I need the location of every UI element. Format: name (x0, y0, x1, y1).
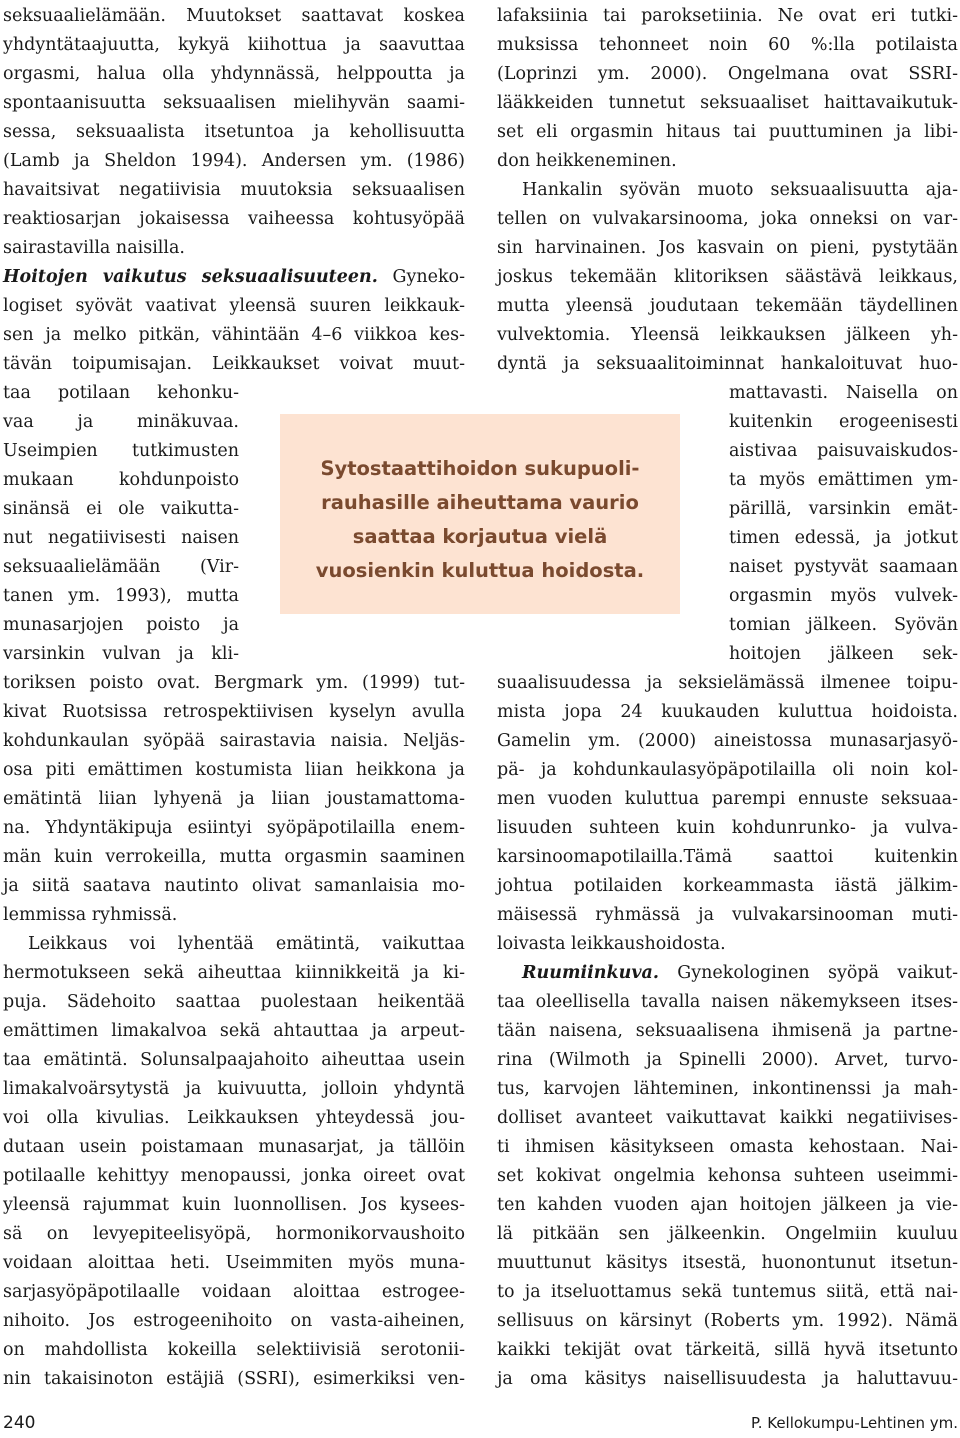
text-line (3, 1249, 465, 1278)
line-text: sellisuus on kärsinyt (Roberts ym. 1992). Nämä (497, 1310, 958, 1331)
text-line (28, 930, 465, 959)
line-text: sin harvinainen. Jos kasvain on pieni, pystytään (497, 237, 958, 258)
text-line (3, 205, 465, 234)
line-text: kaikki tekijät ovat tärkeitä, sillä hyvä itsetunto (497, 1339, 958, 1360)
line-text: to ja itseluottamus sekä tuntemus siitä, että nai- (497, 1281, 958, 1302)
text-line (497, 118, 958, 147)
line-text: ja oma käsitys naisellisuudesta ja haluttavuu- (497, 1368, 958, 1389)
text-line (3, 1365, 465, 1394)
text-line (497, 1191, 958, 1220)
line-text: muuttunut käsitys itsestä, huonontunut itsetun- (497, 1252, 958, 1273)
line-text: sarjasyöpäpotilaalle voidaan aloittaa estrogee- (3, 1281, 465, 1302)
text-line (497, 843, 958, 872)
line-text: Leikkaus voi lyhentää emätintä, vaikuttaa (28, 933, 465, 954)
line-text: lääkkeiden tunnetut seksuaaliset haittavaikutuk- (497, 92, 958, 113)
text-line (3, 727, 465, 756)
line-text: yleensä rajummat kuin luonnollisen. Jos kysees- (3, 1194, 465, 1215)
line-text: mukaan kohdunpoisto (3, 469, 239, 490)
text-line (3, 89, 465, 118)
text-line (3, 234, 465, 263)
line-text: mista jopa 24 kuukauden kuluttua hoidoista. (497, 701, 958, 722)
text-line (729, 553, 958, 582)
line-text: tus, karvojen lähteminen, inkontinenssi ja mah- (497, 1078, 958, 1099)
text-line (3, 495, 239, 524)
text-line (3, 553, 239, 582)
text-line (3, 901, 465, 930)
line-text: mutta yleensä joudutaan tekemään täydellinen (497, 295, 958, 316)
line-text: voi olla kivulias. Leikkauksen yhteydessä jou- (3, 1107, 465, 1128)
text-line (729, 640, 958, 669)
text-line (497, 1278, 958, 1307)
text-line (497, 321, 958, 350)
text-line (497, 1075, 958, 1104)
line-text: don heikkeneminen. (497, 150, 677, 171)
line-text: Useimpien tutkimusten (3, 440, 239, 461)
text-line (497, 1133, 958, 1162)
line-text: tellen on vulvakarsinooma, joka onneksi on var- (497, 208, 958, 229)
text-line (3, 437, 239, 466)
text-line (3, 988, 465, 1017)
line-text: sessa, seksuaalista itsetuntoa ja kehollisuutta (3, 121, 465, 142)
text-line (3, 321, 465, 350)
line-text: johtua potilaiden korkeammasta iästä jälkim- (497, 875, 958, 896)
text-line (3, 698, 465, 727)
line-text: nihoito. Jos estrogeenihoito on vasta-aiheinen, (3, 1310, 465, 1331)
text-line (3, 2, 465, 31)
text-line (497, 669, 958, 698)
line-text: set eli orgasmin hitaus tai puuttuminen ja libi- (497, 121, 958, 142)
text-line (3, 408, 239, 437)
line-text: munasarjojen poisto ja (3, 614, 239, 635)
line-text: seksuaalielämään (Vir- (3, 556, 239, 577)
text-line (497, 698, 958, 727)
text-line (497, 31, 958, 60)
line-text: taa oleellisella tavalla naisen näkemykseen itses- (497, 991, 958, 1012)
line-text: sä on levyepiteelisyöpä, hormonikorvaushoito (3, 1223, 465, 1244)
text-line (497, 1017, 958, 1046)
line-text: lemmissa ryhmissä. (3, 904, 178, 925)
line-text: suaalisuudessa ja seksielämässä ilmenee toipu- (497, 672, 958, 693)
line-text: osa piti emättimen kostumista liian heikkona ja (3, 759, 465, 780)
text-line (497, 1249, 958, 1278)
line-text: men vuoden kuluttua parempi ennuste seksuaa- (497, 788, 958, 809)
text-line (497, 814, 958, 843)
line-text: Gynekologinen syöpä vaikut- (658, 962, 958, 983)
line-text: loivasta leikkaushoidosta. (497, 933, 726, 954)
text-line (497, 350, 958, 379)
line-text: joskus tekemään klitoriksen säästävä leikkaus, (497, 266, 958, 287)
line-text: dolliset avanteet vaikuttavat kaikki negatiivises- (497, 1107, 958, 1128)
line-text: seksuaalielämään. Muutokset saattavat koskea (3, 5, 465, 26)
text-line (497, 756, 958, 785)
text-line (497, 60, 958, 89)
text-line (497, 1104, 958, 1133)
line-text: muksissa tehonneet noin 60 %:lla potilaista (497, 34, 958, 55)
line-text: kuitenkin erogeenisesti (729, 411, 958, 432)
line-text: pä- ja kohdunkaulasyöpäpotilailla oli noin kol- (497, 759, 958, 780)
text-line (497, 147, 958, 176)
line-text: Hankalin syövän muoto seksuaalisuutta aja- (522, 179, 958, 200)
line-text: taa emätintä. Solunsalpaajahoito aiheuttaa usein (3, 1049, 465, 1070)
line-text: timen edessä, ja jotkut (729, 527, 958, 548)
line-text: ten kahden vuoden ajan hoitojen jälkeen ja vie- (497, 1194, 958, 1215)
text-line (729, 524, 958, 553)
text-line (3, 60, 465, 89)
section-heading: Hoitojen vaikutus seksuaalisuuteen. (3, 266, 378, 287)
pull-quote-line: rauhasille aiheuttama vaurio (321, 491, 639, 514)
text-line (3, 524, 239, 553)
line-text: Gyneko- (377, 266, 466, 287)
text-line (729, 466, 958, 495)
text-line (522, 176, 958, 205)
text-line (497, 1046, 958, 1075)
text-line (497, 1307, 958, 1336)
text-line (3, 1075, 465, 1104)
text-line (3, 379, 239, 408)
text-line (3, 872, 465, 901)
line-text: potilaalle kehittyy menopaussi, jonka oireet ovat (3, 1165, 465, 1186)
text-line (3, 959, 465, 988)
text-line (497, 785, 958, 814)
line-text: tanen ym. 1993), mutta (3, 585, 239, 606)
text-line (497, 727, 958, 756)
text-line (3, 1191, 465, 1220)
text-line (497, 2, 958, 31)
text-line (3, 1162, 465, 1191)
line-text: na. Yhdyntäkipuja esiintyi syöpäpotilailla enem- (3, 817, 465, 838)
text-line (3, 1017, 465, 1046)
text-line (3, 466, 239, 495)
line-text: ja siitä saatava nautinto olivat samanlaisia mo- (3, 875, 465, 896)
text-line (3, 1104, 465, 1133)
line-text: pärillä, varsinkin emät- (729, 498, 958, 519)
line-text: tävän toipumisajan. Leikkaukset voivat muut- (3, 353, 465, 374)
text-line (3, 843, 465, 872)
line-text: naiset pystyvät saamaan (729, 556, 958, 577)
text-line (497, 1220, 958, 1249)
line-text: puja. Sädehoito saattaa puolestaan heikentää (3, 991, 465, 1012)
line-text: voidaan aloittaa heti. Useimmiten myös muna- (3, 1252, 465, 1273)
page-number: 240 (3, 1413, 36, 1433)
line-text: tään naisena, seksuaalisena ihmisenä ja partne- (497, 1020, 958, 1041)
line-text: emätintä liian lyhyenä ja liian joustamattoma- (3, 788, 465, 809)
line-text: lafaksiinia tai paroksetiinia. Ne ovat eri tutki- (497, 5, 958, 26)
line-text: taa potilaan kehonku- (3, 382, 239, 403)
line-text: kohdunkaulan syöpää sairastavia naisia. Neljäs- (3, 730, 465, 751)
line-text: limakalvoärsytystä ja kuivuutta, jolloin yhdyntä (3, 1078, 465, 1099)
text-line (497, 930, 958, 959)
line-text: spontaanisuutta seksuaalisen mielihyvän saami- (3, 92, 465, 113)
text-line (497, 872, 958, 901)
text-line (729, 408, 958, 437)
text-line (3, 1046, 465, 1075)
line-text: aistivaa paisuvaiskudos- (729, 440, 958, 461)
text-line (729, 582, 958, 611)
line-text: (Lamb ja Sheldon 1994). Andersen ym. (1986) (3, 150, 465, 171)
line-text: mattavasti. Naisella on (729, 382, 958, 403)
line-text: emättimen limakalvoa sekä ahtauttaa ja arpeut- (3, 1020, 465, 1041)
line-text: lisuuden suhteen kuin kohdunrunko- ja vulva- (497, 817, 958, 838)
line-text: dyntä ja seksuaalitoiminnat hankaloituvat huo- (497, 353, 958, 374)
line-text: (Loprinzi ym. 2000). Ongelmana ovat SSRI- (497, 63, 958, 84)
text-line (497, 988, 958, 1017)
line-text: män kuin verrokeilla, mutta orgasmin saaminen (3, 846, 465, 867)
text-line (3, 147, 465, 176)
line-text: ti ihmisen käsitykseen omasta kehostaan. Nai- (497, 1136, 958, 1157)
line-text: hermotukseen sekä aiheuttaa kiinnikkeitä ja ki- (3, 962, 465, 983)
text-line (497, 263, 958, 292)
text-line (3, 350, 465, 379)
text-line (3, 1278, 465, 1307)
line-text: dutaan usein poistamaan munasarjat, ja tällöin (3, 1136, 465, 1157)
text-line (3, 263, 465, 292)
text-line (3, 1133, 465, 1162)
line-text: vaa ja minäkuvaa. (3, 411, 239, 432)
text-line (497, 89, 958, 118)
line-text: nut negatiivisesti naisen (3, 527, 239, 548)
line-text: reaktiosarjan jokaisessa vaiheessa kohtusyöpää (3, 208, 465, 229)
pull-quote-line: vuosienkin kuluttua hoidosta. (315, 559, 645, 582)
text-line (3, 118, 465, 147)
pull-quote-box (280, 414, 680, 614)
line-text: sinänsä ei ole vaikutta- (3, 498, 239, 519)
line-text: logiset syövät vaativat yleensä suuren leikkauk- (3, 295, 465, 316)
line-text: on mahdollista kokeilla selektiivisiä serotonii- (3, 1339, 465, 1360)
text-line (3, 1336, 465, 1365)
line-text: Gamelin ym. (2000) aineistossa munasarjasyö- (497, 730, 958, 751)
line-text: yhdyntätaajuutta, kykyä kiihottua ja saavuttaa (3, 34, 465, 55)
line-text: mäisessä ryhmässä ja vulvakarsinooman muti- (497, 904, 958, 925)
text-line (3, 292, 465, 321)
line-text: nin takaisinoton estäjiä (SSRI), esimerkiksi ven- (3, 1368, 465, 1389)
text-line (497, 901, 958, 930)
line-text: sen ja melko pitkän, vähintään 4–6 viikkoa kes- (3, 324, 465, 345)
line-text: kivat Ruotsissa retrospektiivisen kyselyn avulla (3, 701, 465, 722)
line-text: orgasmi, halua olla yhdynnässä, helppoutta ja (3, 63, 465, 84)
pull-quote-line: saattaa korjautua vielä (352, 525, 608, 548)
line-text: toriksen poisto ovat. Bergmark ym. (1999) tut- (3, 672, 465, 693)
text-line (729, 611, 958, 640)
text-line (729, 379, 958, 408)
line-text: sairastavilla naisilla. (3, 237, 185, 258)
line-text: tomian jälkeen. Syövän (729, 614, 958, 635)
line-text: ta myös emättimen ym- (729, 469, 958, 490)
text-line (3, 31, 465, 60)
pull-quote-line: Sytostaattihoidon sukupuoli- (320, 457, 640, 480)
text-line (3, 669, 465, 698)
text-line (729, 437, 958, 466)
text-line (3, 785, 465, 814)
line-text: varsinkin vulvan ja kli- (3, 643, 239, 664)
text-line (497, 1365, 958, 1394)
author-credit: P. Kellokumpu-Lehtinen ym. (750, 1414, 958, 1432)
text-line (3, 1307, 465, 1336)
text-line (3, 640, 239, 669)
text-line (497, 205, 958, 234)
text-line (3, 611, 239, 640)
line-text: vulvektomia. Yleensä leikkauksen jälkeen yh- (497, 324, 958, 345)
line-text: orgasmin myös vulvek- (729, 585, 958, 606)
text-line (729, 495, 958, 524)
line-text: karsinoomapotilailla.Tämä saattoi kuitenkin (497, 846, 958, 867)
text-line (497, 1162, 958, 1191)
text-line (3, 1220, 465, 1249)
text-line (497, 234, 958, 263)
text-line (497, 1336, 958, 1365)
line-text: rina (Wilmoth ja Spinelli 2000). Arvet, turvo- (497, 1049, 958, 1070)
text-line (3, 582, 239, 611)
text-line (497, 292, 958, 321)
text-line (3, 176, 465, 205)
line-text: hoitojen jälkeen sek- (729, 643, 958, 664)
pull-quote-text (280, 452, 680, 588)
line-text: havaitsivat negatiivisia muutoksia seksuaalisen (3, 179, 465, 200)
line-text: set kokivat ongelmia kehonsa suhteen useimmi- (497, 1165, 958, 1186)
line-text: lä pitkään sen jälkeenkin. Ongelmiin kuuluu (497, 1223, 958, 1244)
text-line (3, 814, 465, 843)
section-heading: Ruumiinkuva. (522, 962, 659, 983)
text-line (3, 756, 465, 785)
text-line (522, 959, 958, 988)
